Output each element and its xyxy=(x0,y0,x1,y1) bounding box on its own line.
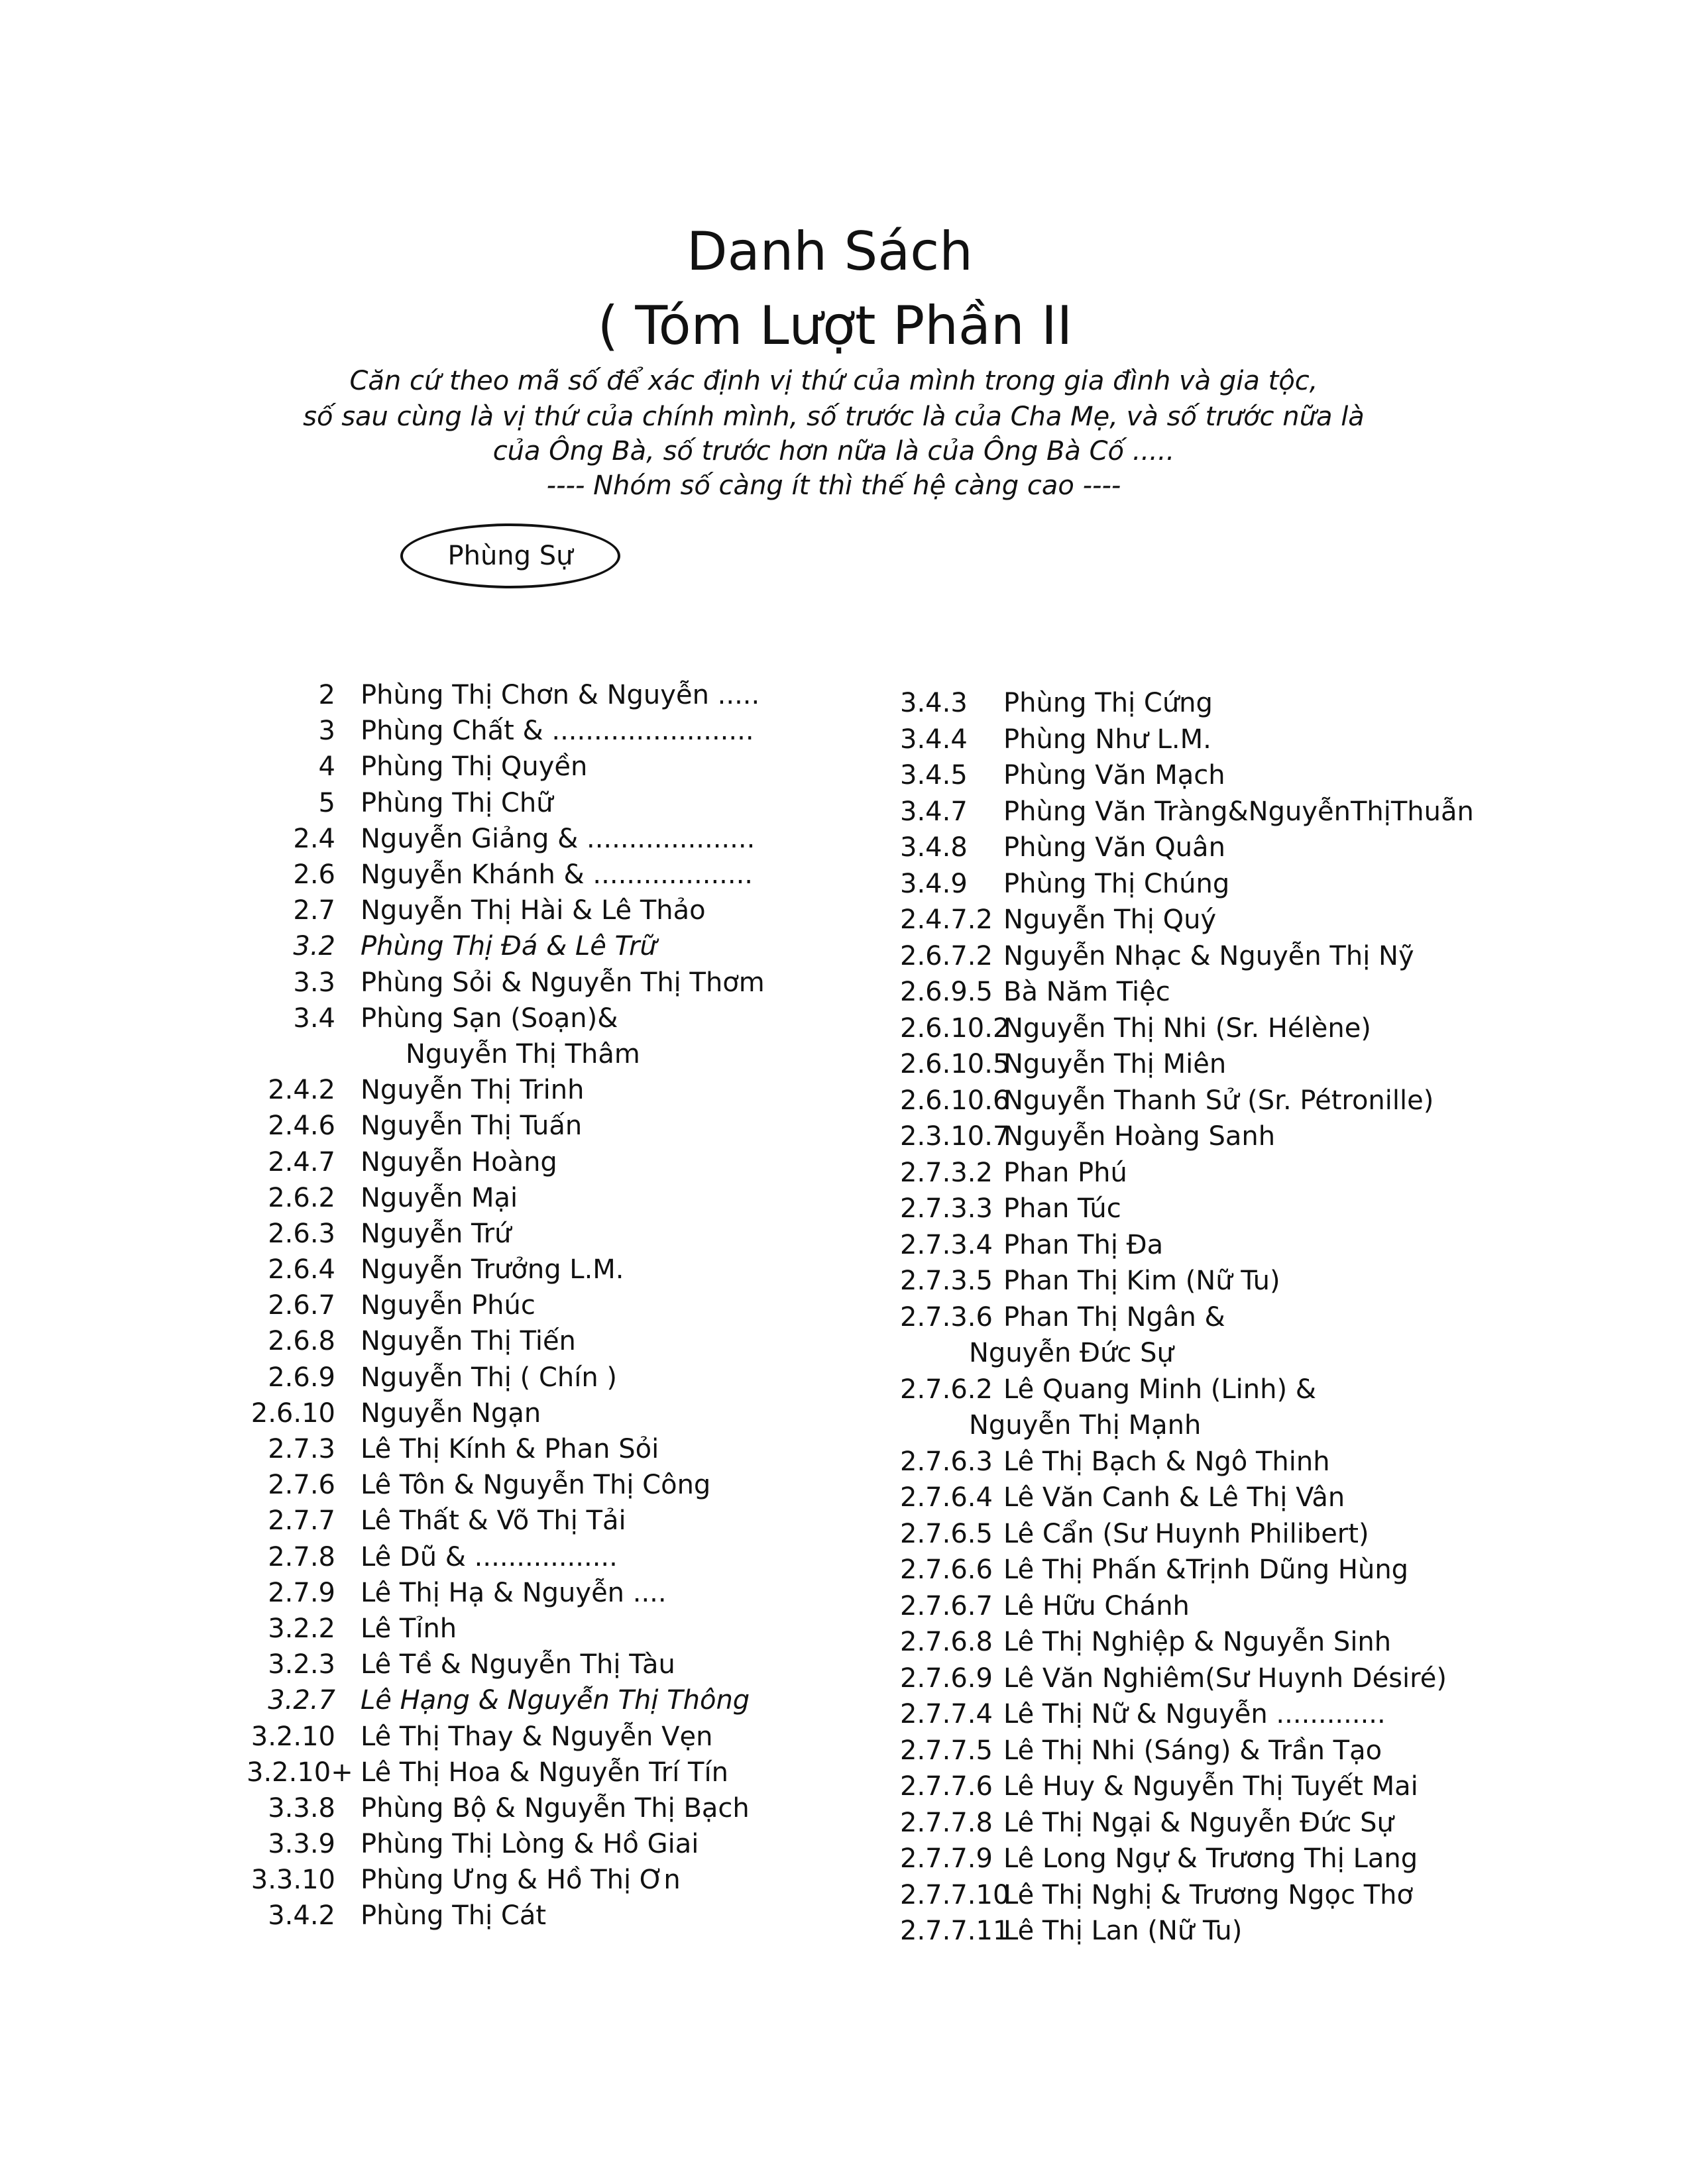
member-code: 3.4.8 xyxy=(900,832,968,863)
member-row xyxy=(247,1180,843,1216)
member-code: 3.4 xyxy=(293,1003,335,1034)
member-row xyxy=(900,794,1629,830)
member-row xyxy=(247,1503,843,1539)
member-code: 2.7.7.6 xyxy=(900,1771,993,1802)
member-code: 2.6.10.5 xyxy=(900,1049,1010,1080)
member-code: 2.7.3.3 xyxy=(900,1193,993,1225)
member-row xyxy=(247,1072,843,1108)
member-row xyxy=(900,1444,1629,1480)
member-code: 3.4.2 xyxy=(268,1900,335,1932)
member-row xyxy=(900,757,1629,794)
member-name: Phùng Bộ & Nguyễn Thị Bạch xyxy=(361,1792,750,1824)
member-name: Phan Thị Ngân & xyxy=(1003,1301,1225,1333)
member-row xyxy=(247,1790,843,1826)
member-code: 2.4 xyxy=(293,823,335,854)
member-code: 2.7.3 xyxy=(268,1434,335,1465)
member-code: 3.3.9 xyxy=(268,1829,335,1860)
member-name: Lê Huy & Nguyễn Thị Tuyết Mai xyxy=(1003,1771,1418,1802)
member-name: Nguyễn Nhạc & Nguyễn Thị Nỹ xyxy=(1003,940,1414,971)
member-code: 3.3 xyxy=(293,967,335,998)
member-code: 2.7.6.2 xyxy=(900,1374,993,1405)
member-code: 2.7.7.10 xyxy=(900,1879,1010,1910)
member-name: Lê Tôn & Nguyễn Thị Công xyxy=(361,1470,711,1501)
member-code: 2.4.2 xyxy=(268,1075,335,1106)
member-code: 2.7.7.4 xyxy=(900,1699,993,1730)
intro-line: số sau cùng là vị thứ của chính mình, số trước là của Cha Mẹ, và số trước nữa là xyxy=(303,402,1365,432)
member-name: Nguyễn Thị Trinh xyxy=(361,1075,585,1106)
member-row xyxy=(247,1539,843,1575)
member-row xyxy=(247,1862,843,1898)
member-code: 2.6.8 xyxy=(268,1326,335,1357)
member-code: 3.2 xyxy=(293,931,335,962)
member-name: Phùng Sạn (Soạn)& xyxy=(361,1003,618,1034)
member-name: Nguyễn Thanh Sử (Sr. Pétronille) xyxy=(1003,1085,1434,1116)
member-row xyxy=(900,1913,1629,1949)
member-name: Phùng Chất & ........................ xyxy=(361,716,754,747)
member-name: Phùng Thị Chơn & Nguyễn ..... xyxy=(361,680,760,711)
member-code: 2.6.4 xyxy=(268,1254,335,1285)
member-code: 2.7.3.2 xyxy=(900,1157,993,1188)
page-subtitle: ( Tóm Lượt Phần II xyxy=(597,295,1073,356)
member-code: 5 xyxy=(318,787,335,818)
member-name: Nguyễn Thị Tiến xyxy=(361,1326,576,1357)
member-code: 2.7.6.3 xyxy=(900,1446,993,1477)
member-row xyxy=(900,1805,1629,1841)
member-row xyxy=(900,1516,1629,1553)
member-code: 2.6.10.2 xyxy=(900,1012,1010,1044)
member-name: Lê Thị Phấn &Trịnh Dũng Hùng xyxy=(1003,1555,1409,1586)
member-name-continued: Nguyễn Thị Thâm xyxy=(406,1038,640,1069)
member-name: Lê Thị Nghị & Trương Ngọc Thơ xyxy=(1003,1879,1413,1910)
member-name: Nguyễn Hoàng Sanh xyxy=(1003,1121,1276,1152)
right-member-list xyxy=(900,685,1629,1949)
member-code: 3.4.5 xyxy=(900,760,968,791)
member-code: 2.6.9.5 xyxy=(900,977,993,1008)
member-row xyxy=(247,1755,843,1790)
member-name-continued: Nguyễn Đức Sự xyxy=(969,1338,1174,1369)
family-badge xyxy=(400,523,620,588)
member-name: Nguyễn Mại xyxy=(361,1182,518,1213)
member-name: Nguyễn Phúc xyxy=(361,1290,535,1321)
member-row xyxy=(900,1191,1629,1227)
member-code: 2.6.2 xyxy=(268,1182,335,1213)
member-row xyxy=(247,893,843,928)
member-name: Lê Thị Nghiệp & Nguyễn Sinh xyxy=(1003,1627,1392,1658)
member-row xyxy=(900,1299,1629,1336)
member-row xyxy=(900,1372,1629,1408)
member-name: Lê Long Ngự & Trương Thị Lang xyxy=(1003,1843,1418,1875)
member-row xyxy=(900,1696,1629,1733)
intro-line: Căn cứ theo mã số để xác định vị thứ của mình trong gia đình và gia tộc, xyxy=(349,366,1318,396)
member-row xyxy=(900,1480,1629,1516)
member-code: 2.7.7 xyxy=(268,1505,335,1537)
member-code: 3.4.4 xyxy=(900,724,968,755)
member-row xyxy=(247,1323,843,1359)
member-code: 3.2.3 xyxy=(268,1649,335,1680)
member-name: Lê Thị Bạch & Ngô Thinh xyxy=(1003,1446,1330,1477)
member-row xyxy=(247,713,843,749)
member-name: Phùng Thị Lòng & Hồ Giai xyxy=(361,1829,699,1860)
member-code: 2.7.6.8 xyxy=(900,1627,993,1658)
member-row xyxy=(900,974,1629,1010)
member-name: Lê Thị Hoa & Nguyễn Trí Tín xyxy=(361,1757,728,1788)
member-row xyxy=(247,1682,843,1718)
member-code: 2.7 xyxy=(293,895,335,926)
member-row xyxy=(247,1216,843,1252)
member-code: 2.7.6 xyxy=(268,1470,335,1501)
member-name: Phan Thị Kim (Nữ Tu) xyxy=(1003,1266,1280,1297)
member-code: 2.7.3.6 xyxy=(900,1301,993,1333)
member-row xyxy=(900,1083,1629,1119)
member-code: 2.7.6.9 xyxy=(900,1663,993,1694)
member-code: 4 xyxy=(318,751,335,783)
member-name: Bà Năm Tiệc xyxy=(1003,977,1170,1008)
member-name-continued: Nguyễn Thị Mạnh xyxy=(969,1410,1202,1441)
member-code: 3 xyxy=(318,716,335,747)
member-code: 2.7.8 xyxy=(268,1541,335,1572)
member-code: 2.7.6.5 xyxy=(900,1518,993,1549)
family-badge-label: Phùng Sự xyxy=(447,541,573,571)
member-code: 2.7.3.5 xyxy=(900,1266,993,1297)
member-name: Phùng Thị Quyền xyxy=(361,751,588,783)
member-name: Phùng Thị Cứng xyxy=(1003,688,1213,719)
member-name: Nguyễn Giảng & .................... xyxy=(361,823,756,854)
member-row xyxy=(900,1335,1629,1372)
member-code: 2.7.7.9 xyxy=(900,1843,993,1875)
member-row xyxy=(900,1733,1629,1769)
member-name: Lê Dũ & ................. xyxy=(361,1541,618,1572)
member-name: Phùng Như L.M. xyxy=(1003,724,1211,755)
member-code: 2.7.6.4 xyxy=(900,1482,993,1513)
member-code: 2 xyxy=(318,680,335,711)
member-name: Lê Thị Kính & Phan Sỏi xyxy=(361,1434,659,1465)
intro-line: của Ông Bà, số trước hơn nữa là của Ông Bà Cố ..... xyxy=(492,436,1175,466)
member-row xyxy=(900,1661,1629,1697)
member-row xyxy=(900,1552,1629,1588)
member-row xyxy=(247,857,843,893)
member-row xyxy=(247,1108,843,1144)
member-name: Nguyễn Hoàng xyxy=(361,1146,557,1177)
member-row xyxy=(900,1155,1629,1191)
member-code: 2.7.6.7 xyxy=(900,1590,993,1621)
member-name: Nguyễn Thị Nhi (Sr. Hélène) xyxy=(1003,1012,1371,1044)
member-code: 3.2.7 xyxy=(268,1685,335,1716)
member-name: Lê Quang Minh (Linh) & xyxy=(1003,1374,1316,1405)
member-code: 2.6 xyxy=(293,859,335,891)
member-code: 2.3.10.7 xyxy=(900,1121,1010,1152)
member-code: 3.4.9 xyxy=(900,868,968,899)
member-name: Nguyễn Thị Quý xyxy=(1003,904,1217,936)
member-name: Lê Thị Ngại & Nguyễn Đức Sự xyxy=(1003,1807,1394,1838)
member-row xyxy=(900,902,1629,938)
member-row xyxy=(247,1287,843,1323)
member-row xyxy=(900,1769,1629,1805)
member-name: Lê Tề & Nguyễn Thị Tàu xyxy=(361,1649,675,1680)
member-name: Phùng Sỏi & Nguyễn Thị Thơm xyxy=(361,967,765,998)
member-row xyxy=(247,1036,843,1072)
member-name: Phùng Thị Cát xyxy=(361,1900,547,1932)
member-name: Lê Thị Nữ & Nguyễn ............. xyxy=(1003,1699,1386,1730)
member-code: 3.3.8 xyxy=(268,1792,335,1824)
member-row xyxy=(900,1841,1629,1877)
member-name: Phùng Văn Quân xyxy=(1003,832,1225,863)
member-name: Phan Thị Đa xyxy=(1003,1229,1164,1260)
member-name: Phùng Thị Chúng xyxy=(1003,868,1230,899)
member-name: Nguyễn Trưởng L.M. xyxy=(361,1254,624,1285)
member-code: 2.4.7.2 xyxy=(900,904,993,936)
member-name: Phùng Văn Tràng&NguyễnThịThuẫn xyxy=(1003,796,1474,827)
member-name: Lê Thất & Võ Thị Tải xyxy=(361,1505,626,1537)
member-row xyxy=(247,1252,843,1287)
member-row xyxy=(247,928,843,964)
member-name: Nguyễn Thị Tuấn xyxy=(361,1111,583,1142)
member-code: 3.2.10+ xyxy=(247,1757,353,1788)
member-name: Phùng Thị Chữ xyxy=(361,787,553,818)
member-code: 2.4.7 xyxy=(268,1146,335,1177)
member-name: Nguyễn Thị ( Chín ) xyxy=(361,1362,618,1393)
member-row xyxy=(900,1588,1629,1625)
member-row xyxy=(247,1826,843,1862)
member-row xyxy=(900,1119,1629,1155)
member-row xyxy=(247,821,843,857)
member-code: 2.7.6.6 xyxy=(900,1555,993,1586)
member-row xyxy=(900,866,1629,902)
member-name: Lê Hạng & Nguyễn Thị Thông xyxy=(361,1685,750,1716)
member-name: Lê Thị Hạ & Nguyễn .... xyxy=(361,1577,667,1608)
member-name: Lê Văn Nghiêm(Sư Huynh Désiré) xyxy=(1003,1663,1447,1694)
member-row xyxy=(247,749,843,785)
member-code: 2.4.6 xyxy=(268,1111,335,1142)
member-code: 3.4.3 xyxy=(900,688,968,719)
member-row xyxy=(247,1395,843,1431)
member-name: Lê Hữu Chánh xyxy=(1003,1590,1190,1621)
member-code: 3.2.2 xyxy=(268,1613,335,1644)
member-row xyxy=(247,1360,843,1395)
member-name: Nguyễn Ngạn xyxy=(361,1397,541,1429)
member-row xyxy=(247,1001,843,1036)
member-code: 2.7.7.8 xyxy=(900,1807,993,1838)
member-row xyxy=(900,830,1629,866)
member-row xyxy=(900,938,1629,975)
member-name: Phùng Thị Đá & Lê Trữ xyxy=(361,931,657,962)
intro-line: ---- Nhóm số càng ít thì thế hệ càng cao ---- xyxy=(546,470,1121,501)
member-code: 2.6.3 xyxy=(268,1218,335,1249)
member-row xyxy=(247,1467,843,1503)
member-code: 2.7.9 xyxy=(268,1577,335,1608)
member-row xyxy=(247,677,843,713)
member-name: Phan Phú xyxy=(1003,1157,1127,1188)
member-code: 2.6.9 xyxy=(268,1362,335,1393)
member-name: Lê Thị Thay & Nguyễn Vẹn xyxy=(361,1721,713,1752)
member-name: Lê Cẩn (Sư Huynh Philibert) xyxy=(1003,1518,1369,1549)
member-code: 2.6.10 xyxy=(251,1397,335,1429)
member-name: Nguyễn Thị Hài & Lê Thảo xyxy=(361,895,706,926)
member-row xyxy=(247,785,843,821)
member-name: Phan Túc xyxy=(1003,1193,1121,1225)
member-code: 2.7.3.4 xyxy=(900,1229,993,1260)
member-row xyxy=(900,685,1629,722)
member-name: Phùng Văn Mạch xyxy=(1003,760,1225,791)
member-row xyxy=(900,1046,1629,1083)
member-code: 2.6.7.2 xyxy=(900,940,993,971)
page-title: Danh Sách xyxy=(687,221,973,282)
member-row xyxy=(247,1718,843,1754)
member-name: Nguyễn Khánh & ................... xyxy=(361,859,754,891)
member-code: 3.4.7 xyxy=(900,796,968,827)
member-row xyxy=(900,1263,1629,1299)
member-code: 3.2.10 xyxy=(251,1721,335,1752)
member-row xyxy=(900,1407,1629,1444)
member-name: Lê Tỉnh xyxy=(361,1613,457,1644)
member-code: 2.7.7.11 xyxy=(900,1916,1010,1947)
member-code: 2.7.7.5 xyxy=(900,1735,993,1766)
member-row xyxy=(247,965,843,1001)
member-code: 2.6.10.6 xyxy=(900,1085,1010,1116)
member-row xyxy=(900,1227,1629,1264)
member-row xyxy=(900,722,1629,758)
member-name: Nguyễn Trứ xyxy=(361,1218,512,1249)
member-row xyxy=(247,1144,843,1179)
member-row xyxy=(900,1877,1629,1914)
member-code: 2.6.7 xyxy=(268,1290,335,1321)
member-name: Lê Thị Lan (Nữ Tu) xyxy=(1003,1916,1243,1947)
member-name: Nguyễn Thị Miên xyxy=(1003,1049,1227,1080)
member-row xyxy=(247,1898,843,1934)
member-row xyxy=(247,1431,843,1467)
member-row xyxy=(247,1611,843,1647)
member-row xyxy=(247,1575,843,1611)
left-member-list xyxy=(247,677,843,1934)
member-name: Lê Văn Canh & Lê Thị Vân xyxy=(1003,1482,1345,1513)
member-code: 3.3.10 xyxy=(251,1865,335,1896)
member-row xyxy=(900,1624,1629,1661)
member-name: Lê Thị Nhi (Sáng) & Trần Tạo xyxy=(1003,1735,1382,1766)
member-row xyxy=(900,1010,1629,1047)
member-row xyxy=(247,1647,843,1682)
member-name: Phùng Ưng & Hồ Thị Ơn xyxy=(361,1865,681,1896)
